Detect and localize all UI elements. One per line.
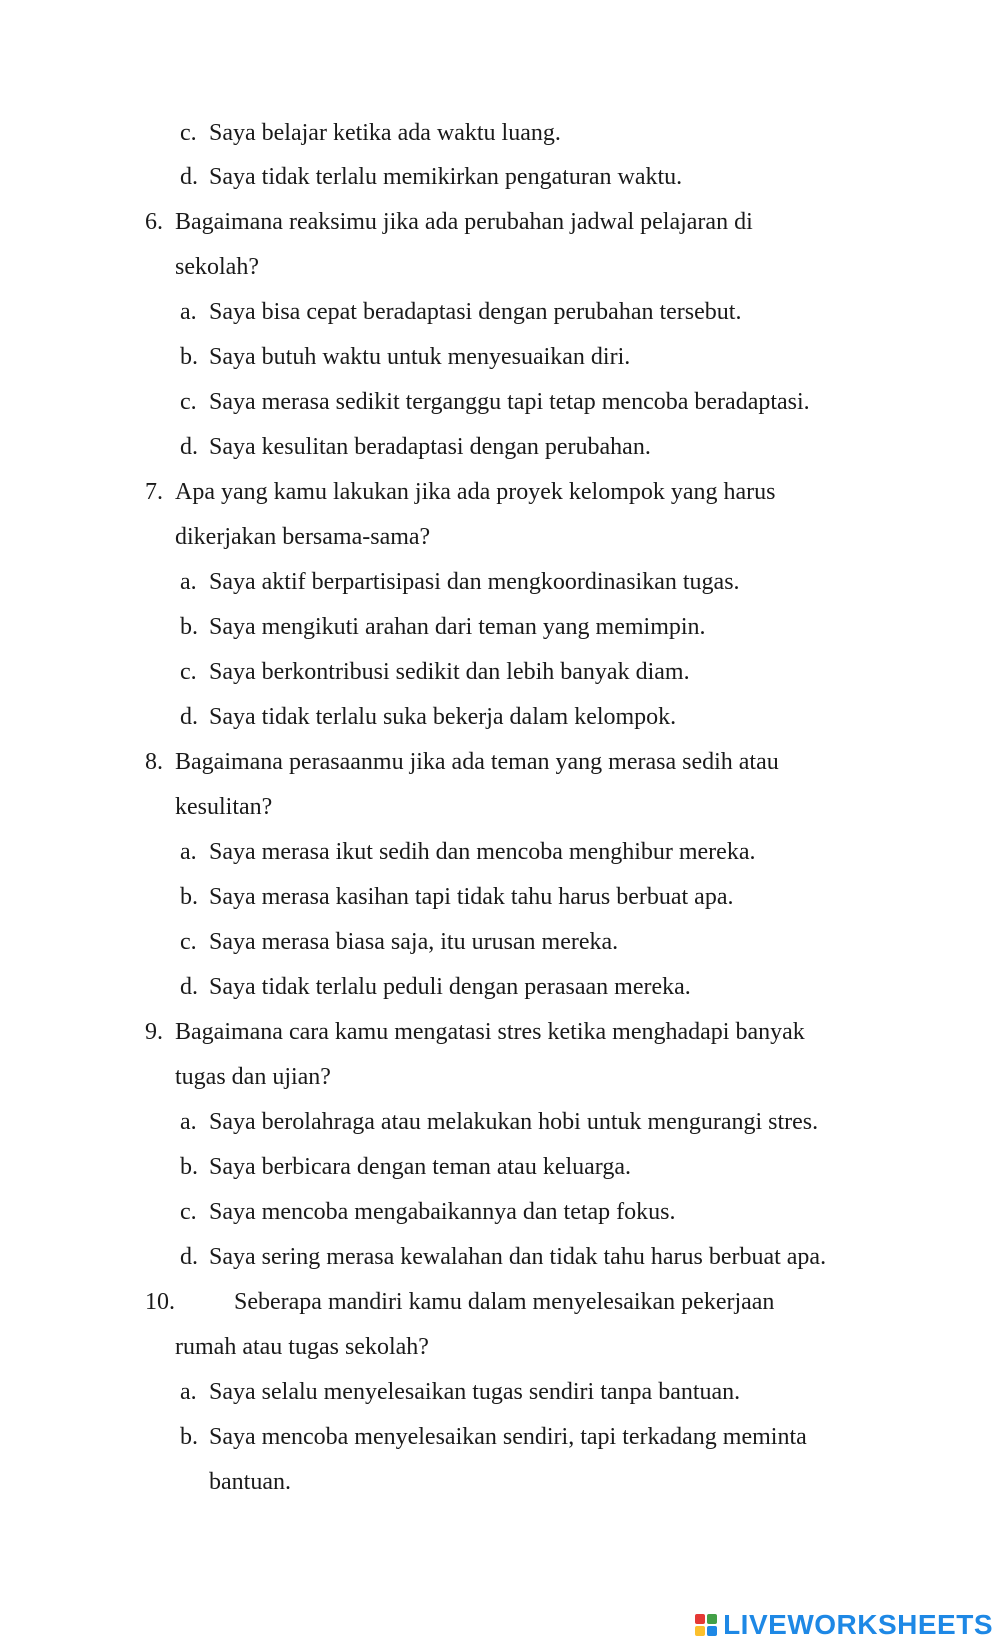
q6-option-d: Saya kesulitan beradaptasi dengan perubahan.	[209, 434, 651, 460]
logo-square-blue	[707, 1626, 717, 1636]
q6-text: Bagaimana reaksimu jika ada perubahan jadwal pelajaran di	[175, 209, 753, 235]
q5-option-d: Saya tidak terlalu memikirkan pengaturan waktu.	[209, 164, 683, 190]
logo-text: LIVEWORKSHEETS	[723, 1609, 993, 1640]
q7-text: Apa yang kamu lakukan jika ada proyek kelompok yang harus	[175, 479, 776, 505]
option-letter: a.	[180, 1109, 197, 1135]
q8-option-c: Saya merasa biasa saja, itu urusan mereka.	[209, 929, 619, 955]
option-letter: d.	[180, 434, 198, 460]
option-letter: a.	[180, 569, 197, 595]
logo-square-red	[695, 1614, 705, 1624]
q7-option-c: Saya berkontribusi sedikit dan lebih banyak diam.	[209, 659, 690, 685]
liveworksheets-logo[interactable]	[695, 1610, 993, 1640]
option-letter: b.	[180, 344, 198, 370]
q7-text-cont: dikerjakan bersama-sama?	[175, 524, 431, 550]
q8-text-cont: kesulitan?	[175, 794, 273, 820]
q7-option-d: Saya tidak terlalu suka bekerja dalam kelompok.	[209, 704, 677, 730]
option-letter: d.	[180, 1244, 198, 1270]
q8-text: Bagaimana perasaanmu jika ada teman yang merasa sedih atau	[175, 749, 779, 775]
option-letter: a.	[180, 839, 197, 865]
option-letter: c.	[180, 120, 197, 146]
option-letter: b.	[180, 884, 198, 910]
q9-option-b: Saya berbicara dengan teman atau keluarga.	[209, 1154, 632, 1180]
option-letter: c.	[180, 389, 197, 415]
logo-square-green	[707, 1614, 717, 1624]
q9-text: Bagaimana cara kamu mengatasi stres ketika menghadapi banyak	[175, 1019, 805, 1045]
option-letter: d.	[180, 974, 198, 1000]
q10-option-a: Saya selalu menyelesaikan tugas sendiri tanpa bantuan.	[209, 1379, 741, 1405]
liveworksheets-logo-icon	[695, 1614, 717, 1636]
option-letter: b.	[180, 1154, 198, 1180]
option-letter: a.	[180, 299, 197, 325]
option-letter: b.	[180, 614, 198, 640]
q6-option-a: Saya bisa cepat beradaptasi dengan perubahan tersebut.	[209, 299, 742, 325]
question-number: 8.	[145, 749, 163, 775]
q10-text-cont: rumah atau tugas sekolah?	[175, 1334, 429, 1360]
option-letter: a.	[180, 1379, 197, 1405]
q6-option-c: Saya merasa sedikit terganggu tapi tetap mencoba beradaptasi.	[209, 389, 810, 415]
option-letter: c.	[180, 929, 197, 955]
option-letter: d.	[180, 164, 198, 190]
q10-option-b: Saya mencoba menyelesaikan sendiri, tapi terkadang meminta	[209, 1424, 807, 1450]
option-letter: c.	[180, 1199, 197, 1225]
option-letter: d.	[180, 704, 198, 730]
question-number: 9.	[145, 1019, 163, 1045]
option-letter: b.	[180, 1424, 198, 1450]
logo-square-yellow	[695, 1626, 705, 1636]
q6-option-b: Saya butuh waktu untuk menyesuaikan diri.	[209, 344, 631, 370]
q5-option-c: Saya belajar ketika ada waktu luang.	[209, 120, 561, 146]
question-number: 10.	[145, 1289, 175, 1315]
q10-text: Seberapa mandiri kamu dalam menyelesaikan pekerjaan	[234, 1289, 775, 1315]
question-number: 7.	[145, 479, 163, 505]
q9-option-c: Saya mencoba mengabaikannya dan tetap fokus.	[209, 1199, 676, 1225]
q7-option-a: Saya aktif berpartisipasi dan mengkoordinasikan tugas.	[209, 569, 740, 595]
q10-option-b-cont: bantuan.	[209, 1469, 291, 1495]
q7-option-b: Saya mengikuti arahan dari teman yang memimpin.	[209, 614, 706, 640]
q8-option-a: Saya merasa ikut sedih dan mencoba menghibur mereka.	[209, 839, 756, 865]
q8-option-d: Saya tidak terlalu peduli dengan perasaan mereka.	[209, 974, 691, 1000]
question-number: 6.	[145, 209, 163, 235]
q9-option-a: Saya berolahraga atau melakukan hobi untuk mengurangi stres.	[209, 1109, 819, 1135]
q8-option-b: Saya merasa kasihan tapi tidak tahu harus berbuat apa.	[209, 884, 734, 910]
q9-option-d: Saya sering merasa kewalahan dan tidak tahu harus berbuat apa.	[209, 1244, 827, 1270]
q9-text-cont: tugas dan ujian?	[175, 1064, 331, 1090]
option-letter: c.	[180, 659, 197, 685]
q6-text-cont: sekolah?	[175, 254, 259, 280]
